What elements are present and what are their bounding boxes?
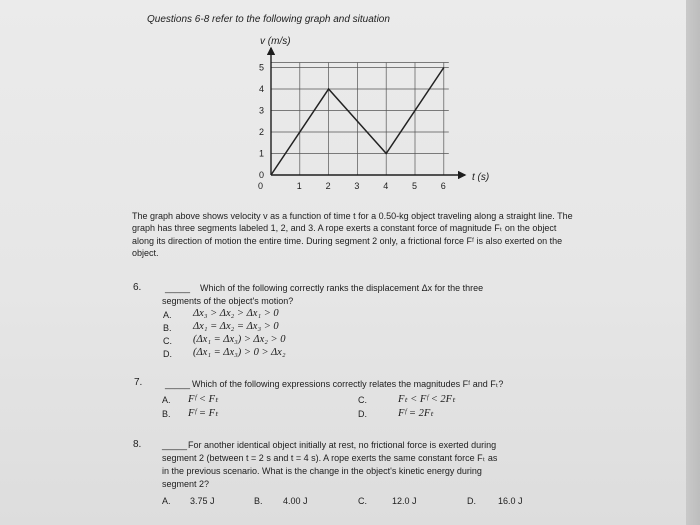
question-8-option-c-letter[interactable]: C.: [358, 496, 367, 506]
question-7-option-a-letter[interactable]: A.: [162, 395, 171, 405]
question-8-option-a[interactable]: 3.75 J: [190, 496, 215, 506]
question-8-blank[interactable]: _____: [162, 440, 188, 450]
question-8-option-d[interactable]: 16.0 J: [498, 496, 523, 506]
y-tick-label: 3: [259, 105, 265, 116]
x-tick-label: 5: [412, 181, 418, 191]
x-tick-label: 2: [325, 181, 331, 191]
question-6-option-d-letter[interactable]: D.: [163, 349, 172, 359]
question-7-option-c[interactable]: Fₜ < Fᶠ < 2Fₜ: [398, 394, 456, 405]
question-7-number: 7.: [134, 377, 143, 388]
question-7-option-c-letter[interactable]: C.: [358, 395, 367, 405]
question-8-option-b-letter[interactable]: B.: [254, 496, 263, 506]
y-tick-label: 4: [259, 84, 265, 94]
x-tick-label: 6: [440, 181, 446, 191]
question-6-option-c-letter[interactable]: C.: [163, 336, 172, 346]
question-6-number: 6.: [133, 282, 142, 293]
question-6-option-b[interactable]: Δx₁ = Δx₂ = Δx₃ > 0: [193, 321, 279, 332]
question-7-option-d[interactable]: Fᶠ = 2Fₜ: [398, 408, 434, 419]
question-8-option-b[interactable]: 4.00 J: [283, 496, 308, 506]
page-edge: [686, 0, 700, 525]
question-6-option-b-letter[interactable]: B.: [163, 323, 172, 333]
question-6-option-c[interactable]: (Δx₁ = Δx₃) > Δx₂ > 0: [193, 334, 286, 345]
question-8-number: 8.: [133, 439, 142, 450]
question-8-option-d-letter[interactable]: D.: [467, 496, 476, 506]
x-axis-label: t (s): [472, 172, 490, 183]
question-7-blank[interactable]: _____: [165, 379, 191, 389]
question-8-text-line4: segment 2?: [162, 479, 210, 489]
velocity-time-graph: [240, 30, 510, 200]
question-8-text-line2: segment 2 (between t = 2 s and t = 4 s). A rope exerts the same constant force Fₜ as: [162, 453, 498, 463]
x-tick-label: 3: [354, 181, 360, 191]
question-6-text-line1: Which of the following correctly ranks the displacement Δx for the three: [200, 283, 484, 293]
y-tick-label: 5: [259, 62, 265, 73]
x-tick-label: 1: [296, 181, 302, 191]
question-7-option-b-letter[interactable]: B.: [162, 409, 171, 419]
question-7-text-line1: Which of the following expressions correctly relates the magnitudes Fᶠ and Fₜ?: [192, 379, 504, 389]
tick-labels: [258, 63, 446, 192]
question-8-text-line3: in the previous scenario. What is the change in the object's kinetic energy during: [162, 466, 482, 476]
y-tick-label: 2: [259, 127, 265, 137]
question-6-option-d[interactable]: (Δx₁ = Δx₃) > 0 > Δx₂: [193, 347, 286, 358]
question-7-option-a[interactable]: Fᶠ < Fₜ: [188, 394, 219, 405]
question-6-option-a[interactable]: Δx₃ > Δx₂ > Δx₁ > 0: [193, 308, 279, 319]
y-tick-label: 1: [259, 148, 265, 159]
question-8-option-c[interactable]: 12.0 J: [392, 496, 417, 506]
x-tick-label: 0: [258, 181, 264, 191]
section-heading: Questions 6-8 refer to the following graph and situation: [147, 14, 390, 25]
question-6-blank[interactable]: _____: [165, 283, 191, 293]
y-tick-label: 0: [259, 170, 265, 180]
question-8-text-line1: For another identical object initially at rest, no frictional force is exerted during: [188, 440, 497, 450]
question-7-option-b[interactable]: Fᶠ = Fₜ: [188, 408, 219, 419]
question-8-option-a-letter[interactable]: A.: [162, 496, 171, 506]
x-tick-label: 4: [383, 181, 389, 191]
question-7-option-d-letter[interactable]: D.: [358, 409, 367, 419]
graph-grid: [271, 63, 449, 176]
problem-passage: The graph above shows velocity v as a function of time t for a 0.50-kg object traveling along a straight line. The graph has three segments labeled 1, 2, and 3. A rope exerts a constant force of magnitude Fₜ on the object along its direction of motion the entire time. During segment 2 only, a frictional force Fᶠ is also exerted on the object.: [132, 211, 573, 258]
y-axis-label: v (m/s): [260, 36, 291, 47]
question-6-text-line2: segments of the object's motion?: [162, 296, 294, 306]
question-6-option-a-letter[interactable]: A.: [163, 310, 172, 320]
